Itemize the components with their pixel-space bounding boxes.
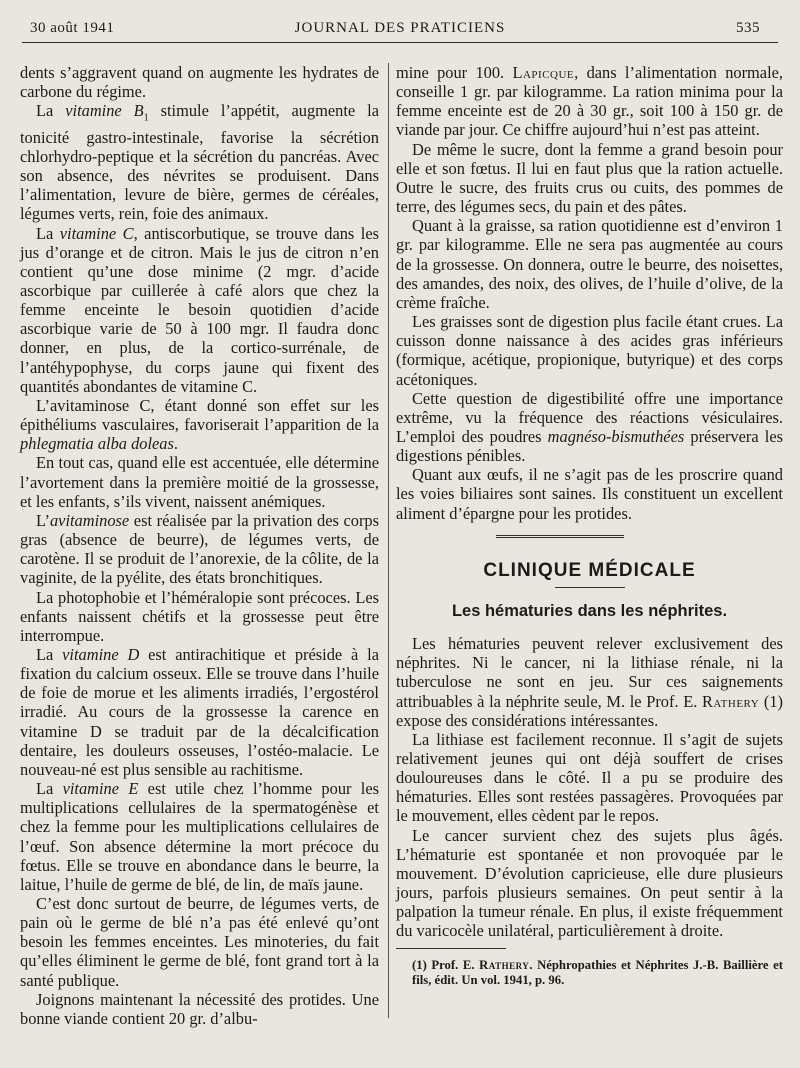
paragraph: Quant à la graisse, sa ration quotidienne est d’environ 1 gr. par kilogramme. Elle ne sera pas augmentée au cours de la grossesse. On donnera, outre le beurre, des noisettes, des amandes, des noix, des olives, de l’huile d’olive, de la crème fraîche. <box>396 216 783 312</box>
footnote: (1) Prof. E. Rathery. Néphropathies et Néphrites J.-B. Baillière et fils, édit. Un vol. 1941, p. 96. <box>412 957 783 987</box>
footnote-rule <box>396 948 506 949</box>
issue-date: 30 août 1941 <box>30 20 115 36</box>
journal-title: JOURNAL DES PRATICIENS <box>294 20 506 36</box>
paragraph: Le cancer survient chez des sujets plus âgés. L’hématurie est spontanée et non provoquée par le mouvement. D’évolution capricieuse, elle dure plusieurs jours, parfois plusieurs semaines. On peut sentir à la palpation la tumeur rénale. En plus, il existe fréquemment du varicocèle unilatéral, particulièrement à droite. <box>396 825 783 941</box>
section-separator <box>396 531 783 545</box>
article-title: Les hématuries dans les néphrites. <box>451 601 728 620</box>
column-divider <box>388 63 389 1018</box>
title-rule <box>555 587 625 588</box>
paragraph: La photophobie et l’héméralopie sont précoces. Les enfants naissent chétifs et la grossesse peut être interrompue. <box>20 587 379 645</box>
paragraph: La vitamine $B_1$ stimule l’appétit, augmente la tonicité gastro-intestinale, favorise la sécrétion chlorhydro-peptique et la sécrétion du pancréas. Avec son absence, des névrites se produisent. Dans l’alimentation, levure de bière, germes de céréales, légumes verts, rein, foie des animaux. <box>20 101 379 224</box>
paragraph: dents s’aggravent quand on augmente les hydrates de carbone du régime. <box>20 63 379 102</box>
right-column <box>396 63 783 1028</box>
paragraph: En tout cas, quand elle est accentuée, elle détermine l’avortement dans la première moitié de la grossesse, et les enfants, s’ils vivent, naissent anémiques. <box>20 453 379 511</box>
paragraph: De même le sucre, dont la femme a grand besoin pour elle et son fœtus. Il lui en faut plus que la ration actuelle. Outre le sucre, des fruits crus ou cuits, des pommes de terre, des légumes secs, du pain et des pâtes. <box>396 139 783 217</box>
paragraph: C’est donc surtout de beurre, de légumes verts, de pain où le germe de blé n’a pas été enlevé qu’ont besoin les femmes enceintes. Les minoteries, du fait qu’elles éliminent le germe de blé, font grand tort à la santé publique. <box>20 894 379 990</box>
paragraph: La vitamine C, antiscorbutique, se trouve dans les jus d’orange et de citron. Mais le jus de citron n’en contient qu’une dose minime (2 mgr. d’acide ascorbique par cuillerée à café alors que chez la femme enceinte le besoin quotidien d’acide ascorbique varie de 50 à 100 mgr. Il faudra donc donner, en plus, de la cortico-surrénale, de l’antéhypophyse, du corps jaune qui fixent des quantités abondantes de vitamine C. <box>20 223 379 396</box>
paragraph: Les hématuries peuvent relever exclusivement des néphrites. Ni le cancer, ni la lithiase rénale, ni la tuberculose ne sont en jeu. Sur ces saignements attribuables à la néphrite seule, M. le Prof. E. Rathery (1) expose des considérations intéressantes. <box>396 634 783 730</box>
paragraph: La vitamine E est utile chez l’homme pour les multiplications cellulaires de la spermatogénèse et chez la femme pour les multiplications cellulaires de l’œuf. Son absence détermine la mort précoce du fœtus. Elle se trouve en abondance dans le beurre, la laitue, l’huile de germe de blé, de lin, de maïs jaune. <box>20 779 379 894</box>
paragraph: Joignons maintenant la nécessité des protides. Une bonne viande contient 20 gr. d’albu- <box>20 989 379 1028</box>
paragraph: La lithiase est facilement reconnue. Il s’agit de sujets relativement jeunes qui ont déjà souffert de crises douloureuses dans le côté. Il a pu se produire des hématuries. Elles sont restées passagères. Provoquées par le mouvement, elles cèdent par le repos. <box>396 729 783 826</box>
paragraph: mine pour 100. Lapicque, dans l’alimentation normale, conseille 1 gr. par kilogramme. La ration minima pour la femme enceinte est de 20 à 30 gr., soit 100 à 150 gr. de viande par jour. Ce chiffre aujourd’hui n’est pas atteint. <box>396 63 783 140</box>
left-column <box>20 63 379 1028</box>
paragraph: Quant aux œufs, il ne s’agit pas de les proscrire quand les voies biliaires sont saines. Ils constituent un excellent aliment d’épargne pour les protides. <box>396 465 783 523</box>
paragraph: Les graisses sont de digestion plus facile étant crues. La cuisson donne naissance à des acides gras inférieurs (formique, acétique, propionique, butyrique) et des corps acétoniques. <box>396 312 783 389</box>
paragraph: Cette question de digestibilité offre une importance extrême, vu la fréquence des réactions vésiculaires. L’emploi des poudres magnéso-bismuthées préservera les digestions pénibles. <box>396 388 783 466</box>
page-number: 535 <box>736 20 760 36</box>
running-header <box>22 18 778 43</box>
section-title: CLINIQUE MÉDICALE <box>483 559 696 581</box>
paragraph: L’avitaminose est réalisée par la privation des corps gras (absence de beurre), de légumes verts, de carotène. Il se produit de l’anorexie, de la côlite, de la vaginite, de la pyélite, des états bronchitiques. <box>20 510 379 588</box>
paragraph: La vitamine D est antirachitique et préside à la fixation du calcium osseux. Elle se trouve dans l’huile de foie de morue et les aliments irradiés, l’ergostérol irradié. Au cours de la grossesse la carence en vitamine D se traduit par de la décalcification dentaire, les douleurs osseuses, l’ostéo-malacie. Le nouveau-né est plus sensible au rachitisme. <box>20 644 380 779</box>
paragraph: L’avitaminose C, étant donné son effet sur les épithéliums vasculaires, favoriserait l’apparition de la phlegmatia alba doleas. <box>20 395 379 454</box>
